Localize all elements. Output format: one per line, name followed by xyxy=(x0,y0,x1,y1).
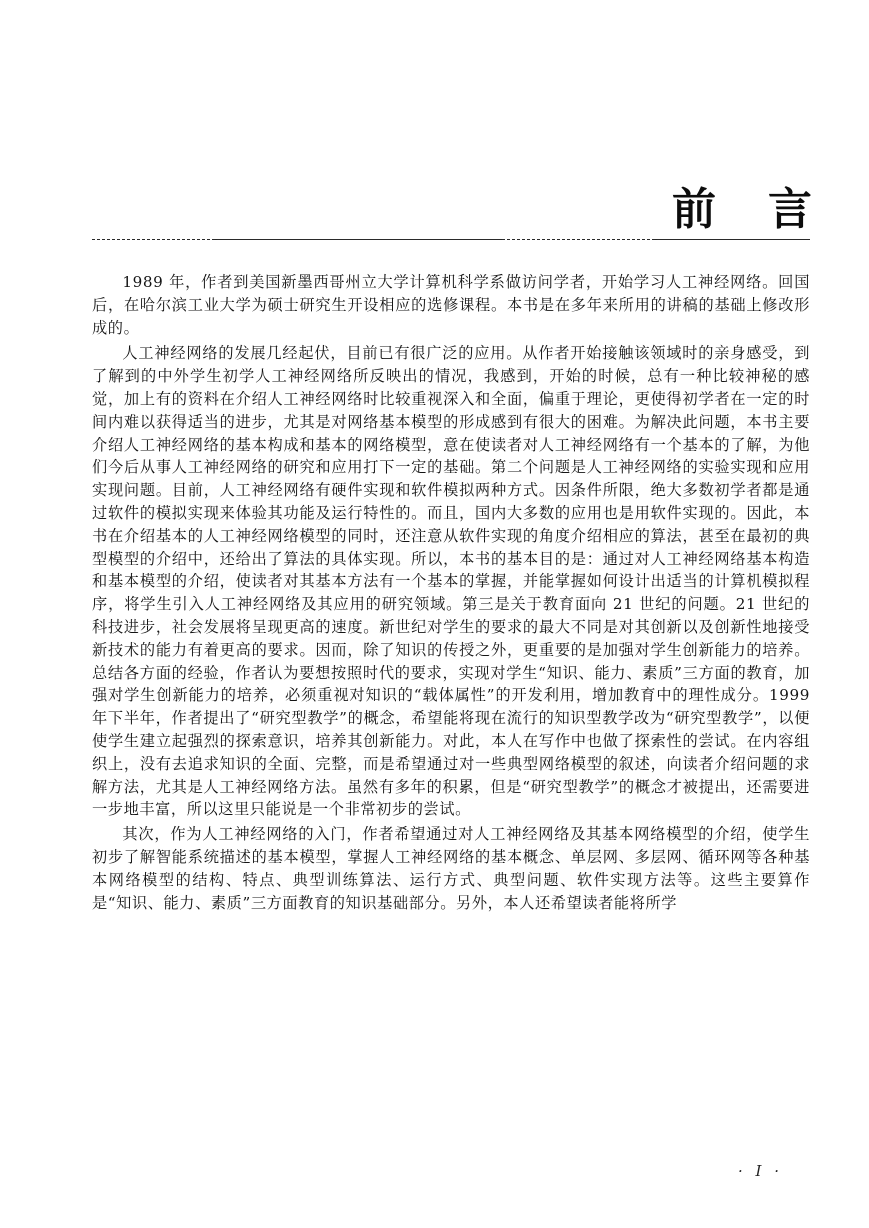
preface-heading xyxy=(672,176,812,234)
heading-rule-solid xyxy=(215,239,505,240)
heading-char-qian: 前 xyxy=(672,184,716,235)
preface-body xyxy=(92,271,810,914)
paragraph-3: 其次，作为人工神经网络的入门，作者希望通过对人工神经网络及其基本网络模型的介绍，使学生初步了解智能系统描述的基本模型，掌握人工神经网络的基本概念、单层网、多层网、循环网等各种基本网络模型的结构、特点、典型训练算法、运行方式、典型问题、软件实现方法等。这些主要算作是“知识、能力、素质”三方面教育的知识基础部分。另外，本人还希望读者能将所学 xyxy=(92,825,810,912)
paragraph-2: 人工神经网络的发展几经起伏，目前已有很广泛的应用。从作者开始接触该领域时的亲身感受，到了解到的中外学生初学人工神经网络所反映出的情况，我感到，开始的时候，总有一种比较神秘的感觉，加上有的资料在介绍人工神经网络时比较重视深入和全面，偏重于理论，更使得初学者在一定的时间内难以获得适当的进步，尤其是对网络基本模型的形成感到有很大的困难。为解决此问题，本书主要介绍人工神经网络的基本构成和基本的网络模型，意在使读者对人工神经网络有一个基本的了解，为他们今后从事人工神经网络的研究和应用打下一定的基础。第二个问题是人工神经网络的实验实现和应用实现问题。目前，人工神经网络有硬件实现和软件模拟两种方式。因条件所限，绝大多数初学者都是通过软件的模拟实现来体验其功能及运行特性的。而且，国内大多数的应用也是用软件实现的。因此，本书在介绍基本的人工神经网络模型的同时，还注意从软件实现的角度介绍相应的算法，甚至在最初的典型模型的介绍中，还给出了算法的具体实现。所以，本书的基本目的是：通过对人工神经网络基本构造和基本模型的介绍，使读者对其基本方法有一个基本的掌握，并能掌握如何设计出适当的计算机模拟程序，将学生引入人工神经网络及其应用的研究领域。第三是关于教育面向 21 世纪的问题。21 世纪的科技进步，社会发展将呈现更高的速度。新世纪对学生的要求的最大不同是对其创新以及创新性地接受新技术的能力有着更高的要求。因而，除了知识的传授之外，更重要的是加强对学生创新能力的培养。总结各方面的经验，作者认为要想按照时代的要求，实现对学生“知识、能力、素质”三方面的教育，加强对学生创新能力的培养，必须重视对知识的“载体属性”的开发利用，增加教育中的理性成分。1999 年下半年，作者提出了“研究型教学”的概念，希望能将现在流行的知识型教学改为“研究型教学”，以便使学生建立起强烈的探索意识，培养其创新能力。对此，本人在写作中也做了探索性的尝试。在内容组织上，没有去追求知识的全面、完整，而是希望通过对一些典型网络模型的叙述，向读者介绍问题的求解方法，尤其是人工神经网络方法。虽然有多年的积累，但是“研究型教学”的概念才被提出，还需要进一步地丰富，所以这里只能说是一个非常初步的尝试。 xyxy=(92,344,810,819)
heading-char-yan: 言 xyxy=(768,184,812,235)
paragraph-1: 1989 年，作者到美国新墨西哥州立大学计算机科学系做访问学者，开始学习人工神经网络。回国后，在哈尔滨工业大学为硕士研究生开设相应的选修课程。本书是在多年来所用的讲稿的基础上修改形成的。 xyxy=(92,273,810,337)
heading-rule-right xyxy=(655,239,810,240)
page-number: · I · xyxy=(738,1162,783,1180)
